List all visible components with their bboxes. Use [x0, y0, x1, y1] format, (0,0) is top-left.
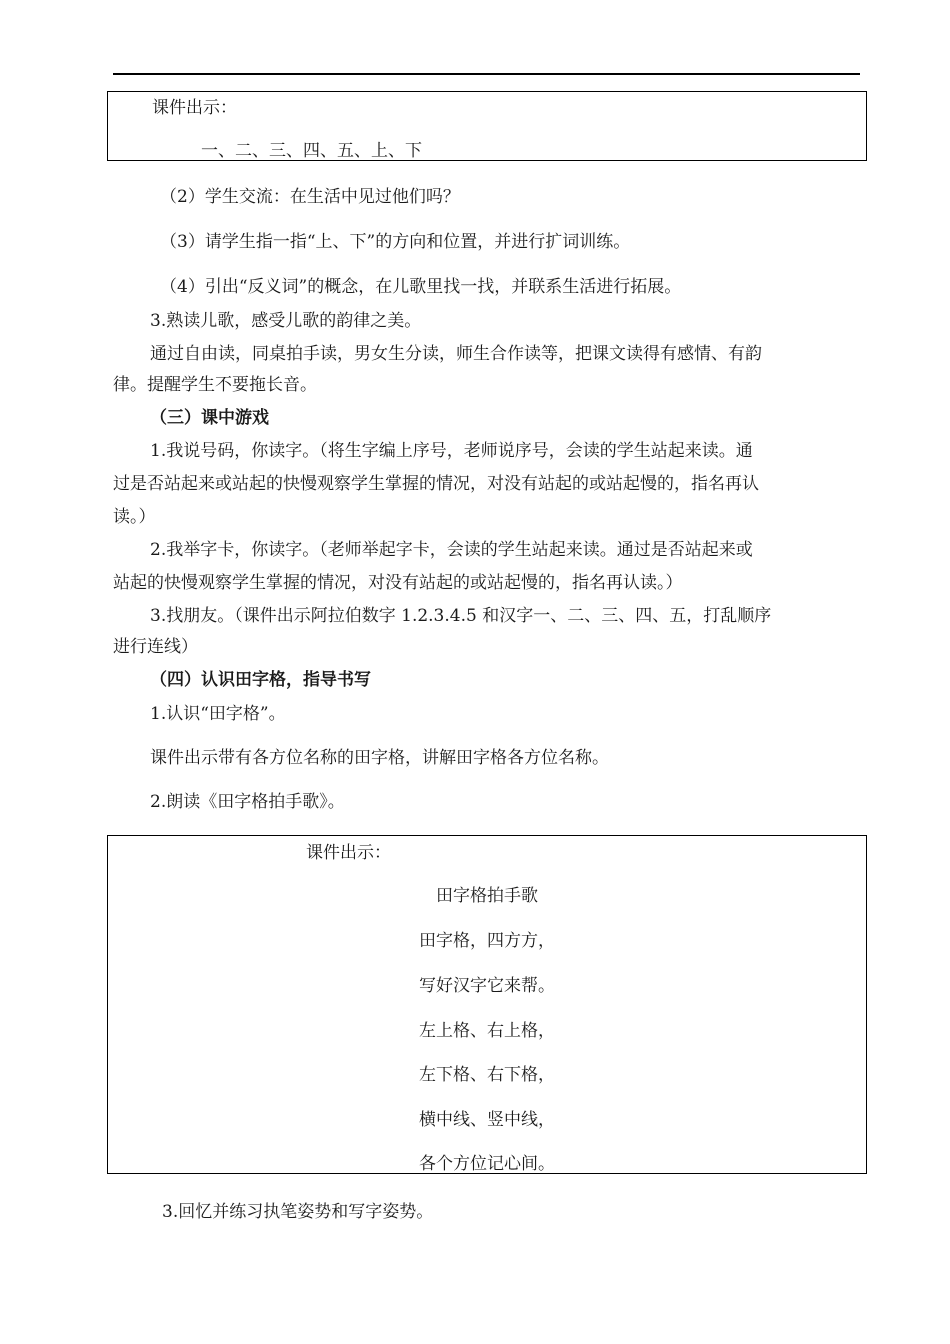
header-rule — [113, 73, 860, 75]
section-4-heading: （四）认识田字格，指导书写 — [150, 670, 371, 690]
poem-title: 田字格拍手歌 — [436, 886, 538, 906]
tian-2: 2.朗读《田字格拍手歌》。 — [150, 792, 345, 812]
courseware-box-2 — [107, 835, 867, 1174]
tian-3: 3.回忆并练习执笔姿势和写字姿势。 — [162, 1202, 434, 1222]
game-1-line-2: 过是否站起来或站起的快慢观察学生掌握的情况，对没有站起的或站起慢的，指名再认 — [113, 474, 759, 494]
box1-content: 一、二、三、四、五、上、下 — [201, 141, 422, 161]
game-3-line-1: 3.找朋友。（课件出示阿拉伯数字 1.2.3.4.5 和汉字一、二、三、四、五，打乱顺序 — [150, 606, 772, 626]
paragraph-p4: （4）引出“反义词”的概念，在儿歌里找一找，并联系生活进行拓展。 — [160, 277, 682, 297]
poem-line-6: 各个方位记心间。 — [419, 1154, 555, 1174]
game-1-line-3: 读。） — [113, 507, 156, 527]
game-2-line-1: 2.我举字卡，你读字。（老师举起字卡，会读的学生站起来读。通过是否站起来或 — [150, 540, 753, 560]
box1-label: 课件出示： — [152, 98, 237, 118]
poem-line-5: 横中线、竖中线， — [419, 1110, 555, 1130]
game-1-line-1: 1.我说号码，你读字。（将生字编上序号，老师说序号，会读的学生站起来读。通 — [150, 441, 753, 461]
paragraph-p3: （3）请学生指一指“上、下”的方向和位置，并进行扩词训练。 — [160, 232, 631, 252]
poem-line-3: 左上格、右上格， — [419, 1021, 555, 1041]
poem-line-4: 左下格、右下格， — [419, 1065, 555, 1085]
poem-line-1: 田字格，四方方， — [419, 931, 555, 951]
box2-label: 课件出示： — [306, 843, 391, 863]
paragraph-p2: （2）学生交流：在生活中见过他们吗？ — [160, 187, 460, 207]
tian-1: 1.认识“田字格”。 — [150, 704, 286, 724]
game-3-line-2: 进行连线） — [113, 637, 198, 657]
tian-1-detail: 课件出示带有各方位名称的田字格，讲解田字格各方位名称。 — [150, 748, 609, 768]
paragraph-s3: 3.熟读儿歌，感受儿歌的韵律之美。 — [150, 311, 422, 331]
courseware-box-1 — [107, 91, 867, 161]
paragraph-s3b: 律。提醒学生不要拖长音。 — [113, 375, 317, 395]
paragraph-s3a: 通过自由读，同桌拍手读，男女生分读，师生合作读等，把课文读得有感情、有韵 — [150, 344, 762, 364]
game-2-line-2: 站起的快慢观察学生掌握的情况，对没有站起的或站起慢的，指名再认读。） — [113, 573, 683, 593]
poem-line-2: 写好汉字它来帮。 — [419, 976, 555, 996]
section-3-heading: （三）课中游戏 — [150, 408, 269, 428]
